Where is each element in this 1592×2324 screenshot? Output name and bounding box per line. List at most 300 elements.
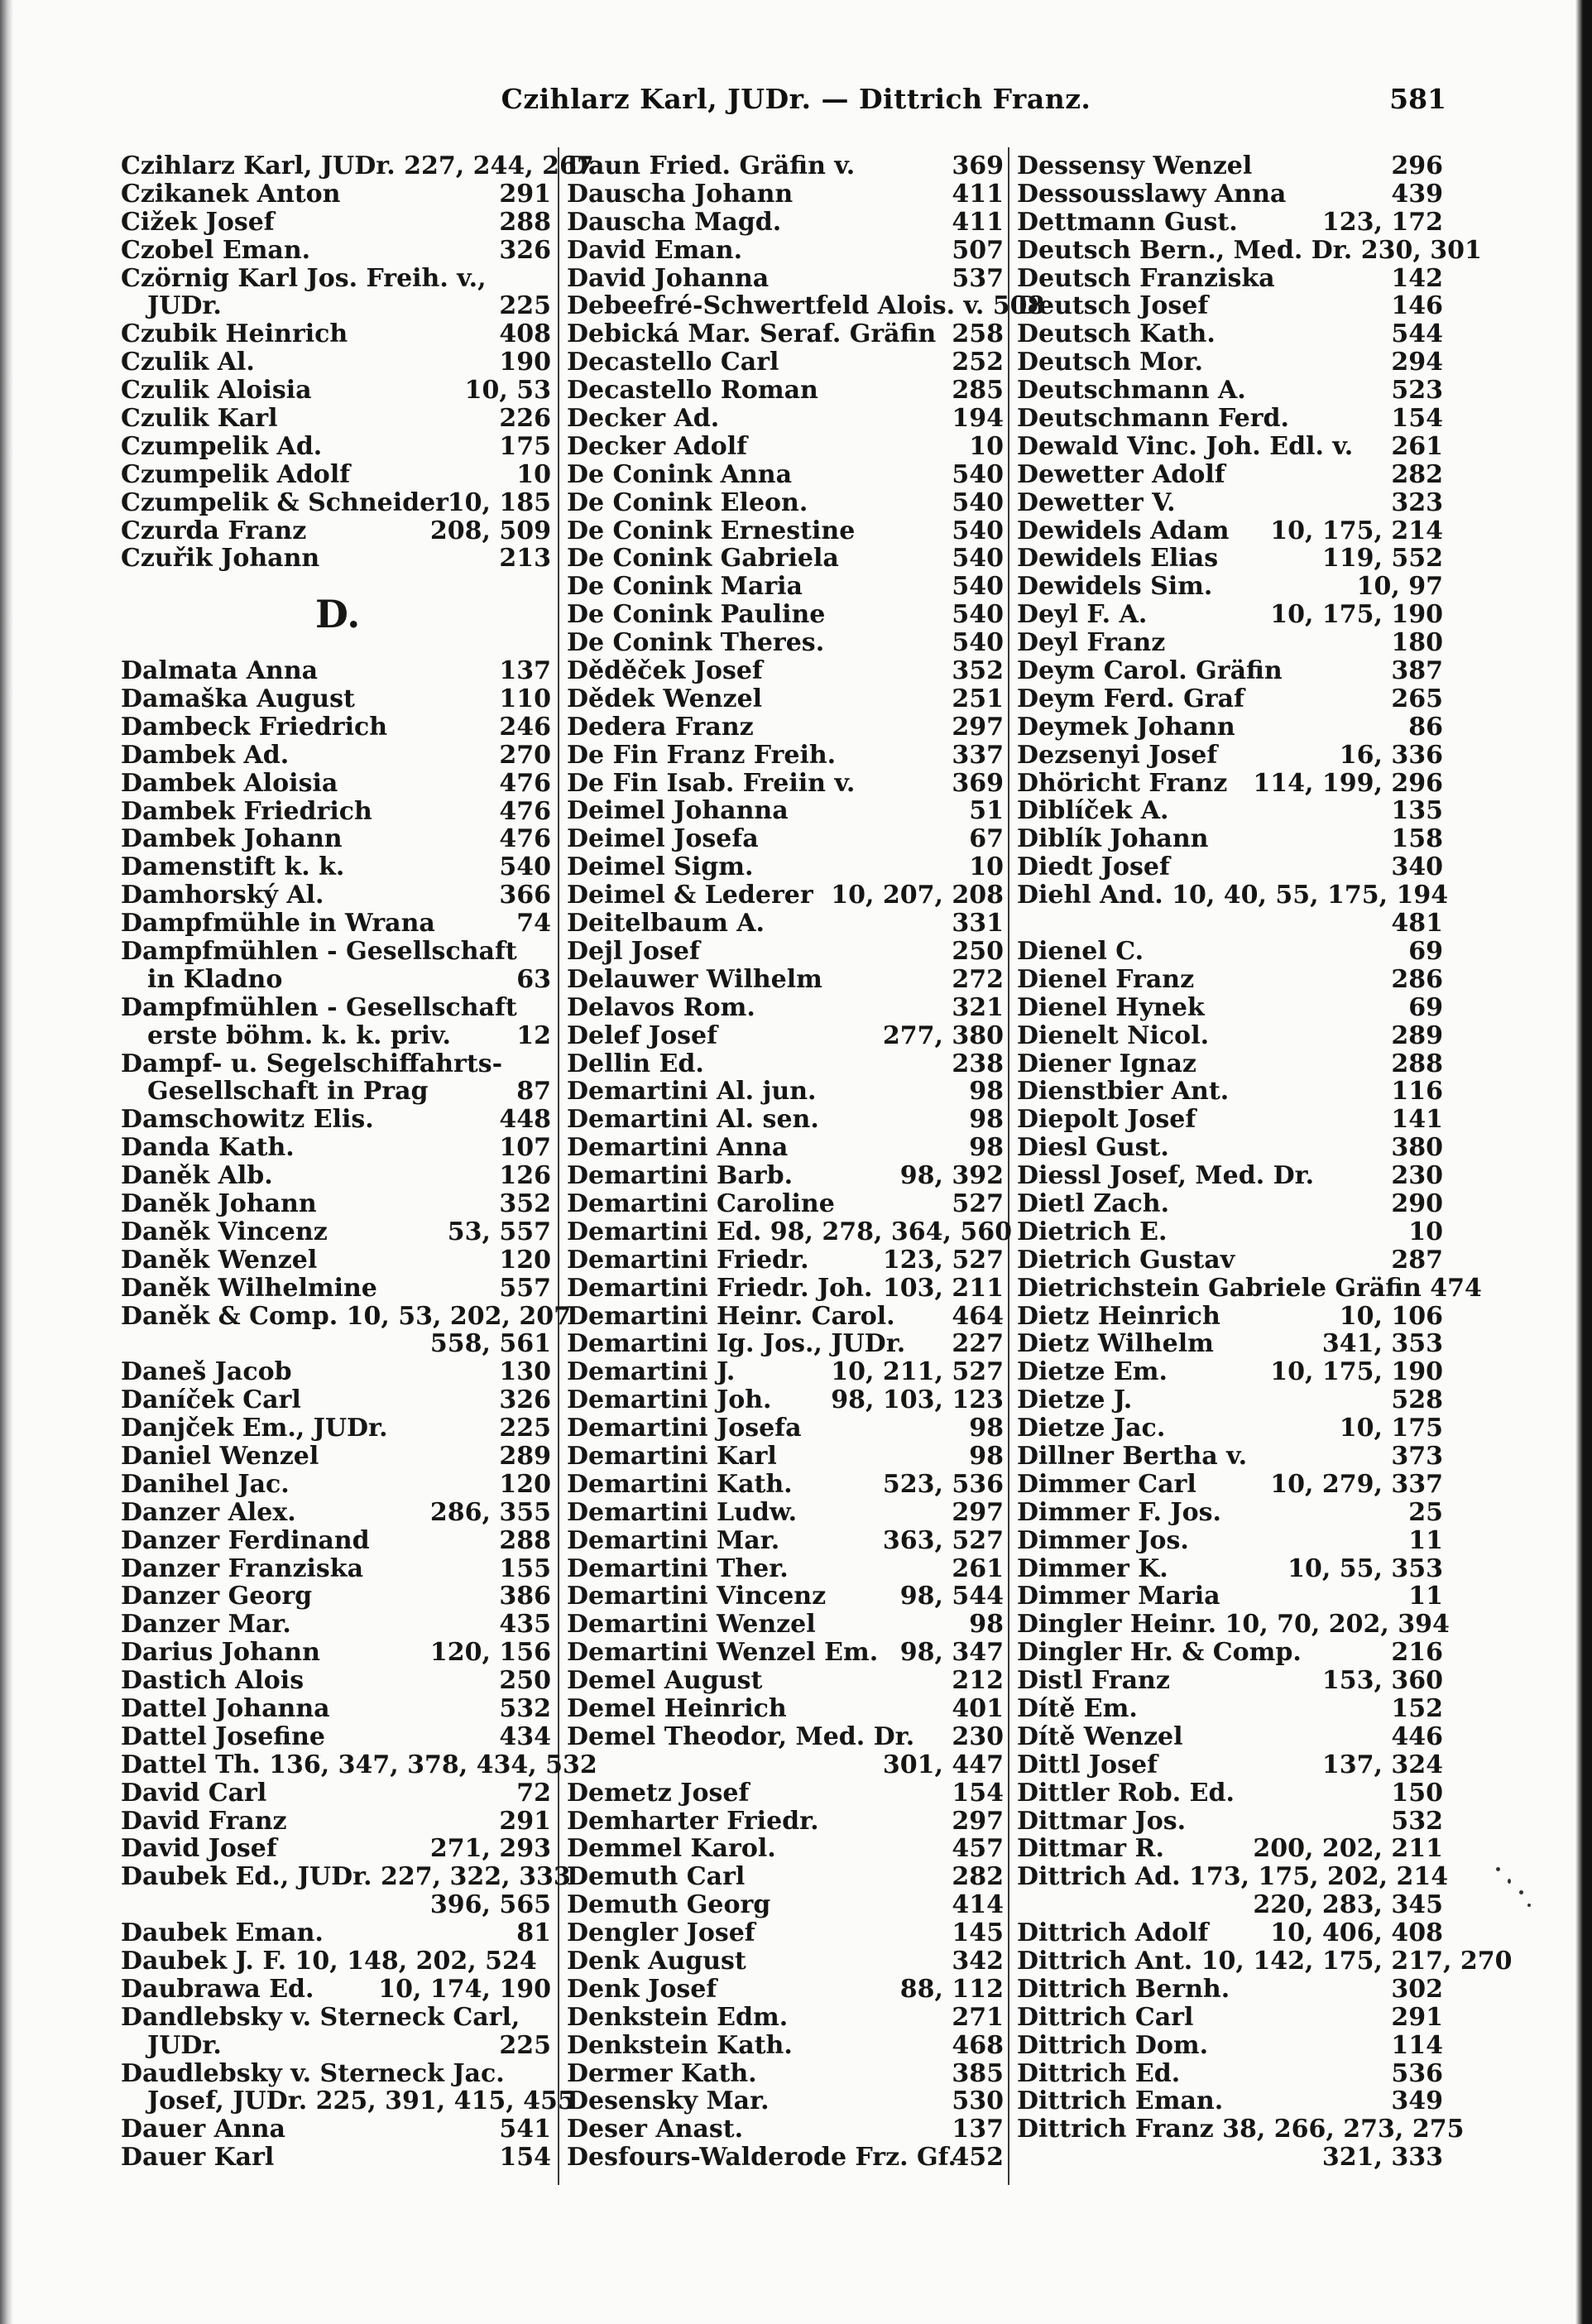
- entry-pages: 74: [516, 909, 551, 939]
- entry-name: Darius Johann: [121, 1638, 320, 1668]
- entry-name: Daněk Wenzel: [121, 1245, 318, 1275]
- entry-pages: 323: [1391, 487, 1443, 517]
- entry-name: Dietze Em.: [1017, 1357, 1168, 1387]
- entry-pages: 10, 175, 214: [1270, 516, 1443, 545]
- entry-name: JUDr.: [147, 2030, 222, 2060]
- directory-entry: [121, 1891, 551, 1919]
- directory-entry: [121, 1301, 572, 1331]
- entry-pages: 120, 156: [429, 1638, 551, 1668]
- entry-name: Dewidels Adam: [1017, 516, 1230, 545]
- entry-name: De Conink Theres.: [567, 628, 825, 658]
- entry-name: Demel August: [567, 1666, 763, 1696]
- entry-name: Czikanek Anton: [121, 179, 341, 209]
- entry-name: Denkstein Edm.: [567, 2002, 789, 2032]
- entry-pages: 476: [499, 796, 551, 826]
- entry-name: Desfours-Walderode Frz. Gf.: [567, 2143, 957, 2173]
- directory-entry: [121, 1330, 551, 1358]
- directory-entry: [1017, 2060, 1443, 2088]
- entry-name: Denk Josef: [567, 1974, 717, 2004]
- entry-pages: 120: [499, 1469, 551, 1499]
- entry-name: Danzer Franziska: [121, 1553, 364, 1583]
- entry-name: Diehl And. 10, 40, 55, 175, 194: [1017, 881, 1449, 910]
- entry-name: Dědek Wenzel: [567, 684, 763, 713]
- entry-name: Decastello Roman: [567, 376, 818, 406]
- entry-name: Dampf- u. Segelschiffahrts-: [121, 1049, 503, 1078]
- directory-entry: [1017, 489, 1443, 517]
- entry-name: Dambek Johann: [121, 824, 343, 854]
- entry-pages: 387: [1391, 656, 1443, 686]
- entry-pages: 540: [952, 572, 1004, 602]
- entry-pages: 116: [1391, 1077, 1443, 1107]
- entry-name: David Carl: [121, 1778, 267, 1808]
- entry-pages: 137: [952, 2115, 1004, 2144]
- directory-entry: [121, 938, 551, 966]
- entry-name: JUDr.: [147, 291, 222, 321]
- directory-entry: [121, 1527, 551, 1555]
- directory-entry: [567, 2115, 1004, 2144]
- entry-pages: 153, 360: [1321, 1666, 1443, 1696]
- entry-pages: 270: [499, 740, 551, 770]
- entry-name: Daniel Wenzel: [121, 1441, 319, 1471]
- directory-entry: [1017, 405, 1443, 433]
- entry-name: Denk August: [567, 1947, 746, 1976]
- directory-entry: [1017, 1273, 1482, 1303]
- directory-entry: [121, 151, 594, 180]
- entry-pages: 540: [952, 600, 1004, 630]
- directory-entry: [567, 853, 1004, 881]
- entry-name: Dambek Aloisia: [121, 768, 338, 798]
- directory-entry: [567, 1050, 1004, 1078]
- entry-name: Deser Anast.: [567, 2115, 744, 2144]
- entry-name: Damenstift k. k.: [121, 852, 345, 882]
- directory-entry: [1017, 1808, 1443, 1836]
- directory-entry: [1017, 1751, 1443, 1779]
- entry-pages: 476: [499, 768, 551, 798]
- directory-entry: [567, 1667, 1004, 1695]
- entry-name: Dewetter V.: [1017, 487, 1176, 517]
- directory-entry: [121, 2144, 551, 2172]
- entry-pages: 53, 557: [447, 1217, 551, 1246]
- entry-pages: 540: [499, 852, 551, 882]
- column-rule: [1008, 147, 1009, 2185]
- entry-name: Demartini Vincenz: [567, 1582, 827, 1611]
- directory-entry: [567, 1582, 1004, 1611]
- entry-pages: 527: [952, 1188, 1004, 1218]
- entry-name: Dettmann Gust.: [1017, 207, 1238, 237]
- entry-pages: 337: [952, 740, 1004, 770]
- entry-name: Dittrich Franz 38, 266, 273, 275: [1017, 2115, 1465, 2144]
- entry-pages: 540: [952, 544, 1004, 574]
- directory-entry: [121, 489, 551, 517]
- directory-entry: [1017, 517, 1443, 545]
- directory-entry: [1017, 235, 1482, 265]
- directory-entry: [1017, 1414, 1443, 1443]
- section-heading: [121, 573, 551, 657]
- directory-entry: [121, 1779, 551, 1808]
- entry-pages: 540: [952, 459, 1004, 489]
- entry-name: De Fin Franz Freih.: [567, 740, 837, 770]
- scan-speck: [1519, 1890, 1523, 1894]
- entry-name: Dietz Wilhelm: [1017, 1329, 1214, 1359]
- entry-pages: 321: [952, 992, 1004, 1022]
- entry-pages: 349: [1391, 2086, 1443, 2116]
- entry-pages: 98: [969, 1105, 1004, 1135]
- entry-pages: 532: [499, 1694, 551, 1723]
- entry-name: Diessl Josef, Med. Dr.: [1017, 1161, 1315, 1191]
- entry-name: Distl Franz: [1017, 1666, 1170, 1696]
- directory-entry: [567, 770, 1004, 798]
- entry-pages: 297: [952, 1497, 1004, 1527]
- directory-entry: [567, 1386, 1004, 1414]
- entry-pages: 180: [1391, 628, 1443, 658]
- entry-name: Dimmer F. Jos.: [1017, 1497, 1221, 1527]
- entry-pages: 110: [499, 684, 551, 713]
- entry-pages: 291: [1391, 2002, 1443, 2032]
- directory-entry: [567, 1358, 1004, 1386]
- directory-entry: [121, 1947, 551, 1976]
- entry-pages: 250: [952, 936, 1004, 966]
- entry-name: Demetz Josef: [567, 1778, 750, 1808]
- directory-entry: [1017, 545, 1443, 573]
- entry-name: Daněk Vincenz: [121, 1217, 328, 1246]
- directory-entry: [121, 461, 551, 489]
- directory-entry: [1017, 994, 1443, 1022]
- entry-name: Dittmar Jos.: [1017, 1806, 1187, 1836]
- entry-name: Deimel & Lederer: [567, 881, 813, 910]
- directory-entry: [567, 545, 1004, 573]
- entry-name: De Conink Eleon.: [567, 487, 808, 517]
- entry-name: Diblíček A.: [1017, 796, 1169, 826]
- entry-pages: 11: [1408, 1582, 1443, 1611]
- entry-pages: 277, 380: [882, 1020, 1004, 1050]
- directory-entry: [567, 573, 1004, 601]
- entry-pages: 448: [499, 1105, 551, 1135]
- entry-name: Demartini Kath.: [567, 1469, 793, 1499]
- directory-entry: [567, 348, 1004, 377]
- entry-name: Demartini Anna: [567, 1133, 789, 1163]
- entry-name: Deymek Johann: [1017, 712, 1235, 742]
- directory-entry: [567, 152, 1004, 180]
- entry-name: Dittrich Carl: [1017, 2002, 1194, 2032]
- directory-entry: [567, 1134, 1004, 1162]
- entry-name: Demartini Caroline: [567, 1188, 835, 1218]
- entry-name: Dietze Jac.: [1017, 1414, 1166, 1443]
- entry-name: Demartini Josefa: [567, 1414, 802, 1443]
- directory-entry: [567, 1414, 1004, 1443]
- entry-name: Dittrich Bernh.: [1017, 1974, 1230, 2004]
- entry-name: Dezsenyi Josef: [1017, 740, 1218, 770]
- entry-name: Demartini Friedr. Joh.: [567, 1273, 873, 1303]
- directory-entry: [121, 1750, 597, 1779]
- entry-pages: 154: [499, 2143, 551, 2173]
- directory-entry: [567, 881, 1004, 910]
- directory-entry: [121, 292, 551, 320]
- directory-entry: [121, 1555, 551, 1583]
- entry-name: Deyl F. A.: [1017, 600, 1148, 630]
- entry-pages: 114: [1391, 2030, 1443, 2060]
- entry-pages: 10, 211, 527: [831, 1357, 1004, 1387]
- entry-name: Gesellschaft in Prag: [147, 1077, 429, 1107]
- entry-name: Josef, JUDr. 225, 391, 415, 455: [147, 2086, 575, 2116]
- directory-entry: [121, 1134, 551, 1162]
- directory-entry: [1017, 377, 1443, 405]
- directory-entry: [1017, 1779, 1443, 1808]
- entry-name: Demartini Ig. Jos., JUDr.: [567, 1329, 906, 1359]
- directory-entry: [121, 1611, 551, 1639]
- page-number: 581: [1389, 83, 1446, 115]
- directory-entry: [1017, 629, 1443, 657]
- directory-entry: [121, 1246, 551, 1275]
- directory-entry: [1017, 1891, 1443, 1919]
- entry-name: Decker Ad.: [567, 404, 720, 434]
- entry-pages: 98: [969, 1610, 1004, 1640]
- directory-entry: [1017, 573, 1443, 601]
- directory-entry: [121, 180, 551, 209]
- entry-name: Dimmer Carl: [1017, 1469, 1196, 1499]
- directory-entry: [121, 265, 551, 293]
- entry-pages: 120: [499, 1245, 551, 1275]
- entry-pages: 98: [969, 1133, 1004, 1163]
- entry-name: Demartini Mar.: [567, 1525, 780, 1555]
- directory-entry: [567, 265, 1004, 293]
- entry-name: Demartini Joh.: [567, 1385, 772, 1415]
- entry-name: erste böhm. k. k. priv.: [147, 1020, 451, 1050]
- entry-pages: 10, 406, 408: [1270, 1918, 1443, 1948]
- entry-name: Dimmer Maria: [1017, 1582, 1220, 1611]
- entry-pages: 408: [499, 319, 551, 349]
- directory-entry: [567, 433, 1004, 461]
- entry-pages: 464: [952, 1301, 1004, 1331]
- entry-name: Cižek Josef: [121, 207, 275, 237]
- entry-name: De Conink Maria: [567, 572, 803, 602]
- directory-entry: [567, 657, 1004, 685]
- directory-entry: [567, 994, 1004, 1022]
- entry-name: Demartini Barb.: [567, 1161, 794, 1191]
- entry-pages: 540: [952, 628, 1004, 658]
- directory-entry: [1017, 2144, 1443, 2172]
- entry-pages: 321, 333: [1321, 2143, 1443, 2173]
- directory-entry: [121, 1386, 551, 1414]
- entry-name: De Conink Ernestine: [567, 516, 856, 545]
- entry-pages: 411: [952, 207, 1004, 237]
- entry-pages: 10, 279, 337: [1270, 1469, 1443, 1499]
- entry-pages: 352: [952, 656, 1004, 686]
- entry-name: Deutschmann A.: [1017, 376, 1246, 406]
- entry-pages: 137, 324: [1321, 1750, 1443, 1779]
- entry-pages: 175: [499, 431, 551, 461]
- directory-entry: [1017, 1218, 1443, 1246]
- directory-entry: [567, 742, 1004, 770]
- directory-entry: [121, 1050, 551, 1078]
- entry-name: Demartini Ther.: [567, 1553, 789, 1583]
- scan-speck: [1508, 1879, 1511, 1884]
- entry-pages: 98: [969, 1414, 1004, 1443]
- directory-entry: [567, 1611, 1004, 1639]
- entry-name: Dittrich Dom.: [1017, 2030, 1209, 2060]
- entry-name: Danzer Mar.: [121, 1610, 291, 1640]
- entry-pages: 265: [1391, 684, 1443, 713]
- directory-entry: [1017, 825, 1443, 853]
- directory-entry: [1017, 1162, 1443, 1190]
- entry-name: Demuth Georg: [567, 1890, 771, 1920]
- entry-name: Czobel Eman.: [121, 235, 311, 265]
- directory-entry: [567, 1723, 1004, 1751]
- entry-name: Dietl Zach.: [1017, 1188, 1170, 1218]
- entry-pages: 114, 199, 296: [1253, 768, 1443, 798]
- directory-entry: [121, 853, 551, 881]
- entry-name: in Kladno: [147, 964, 283, 994]
- entry-name: Demartini Wenzel Em.: [567, 1638, 879, 1668]
- entry-pages: 154: [1391, 404, 1443, 434]
- directory-entry: [1017, 320, 1443, 348]
- entry-name: Deutsch Josef: [1017, 291, 1209, 321]
- entry-name: Dittrich Ed.: [1017, 2058, 1181, 2088]
- directory-entry: [1017, 966, 1443, 994]
- entry-name: Delavos Rom.: [567, 992, 755, 1022]
- directory-entry: [567, 601, 1004, 629]
- entry-pages: 288: [1391, 1049, 1443, 1078]
- entry-name: Dítě Em.: [1017, 1693, 1138, 1723]
- entry-pages: 532: [1391, 1806, 1443, 1836]
- directory-entry: [121, 685, 551, 713]
- directory-entry: [567, 2032, 1004, 2060]
- directory-entry: [567, 237, 1004, 265]
- directory-entry: [567, 1976, 1004, 2004]
- entry-name: Demartini J.: [567, 1357, 736, 1387]
- directory-entry: [567, 1527, 1004, 1555]
- entry-name: Deitelbaum A.: [567, 909, 765, 939]
- entry-pages: 155: [499, 1553, 551, 1583]
- entry-name: Demuth Carl: [567, 1862, 746, 1892]
- entry-name: Dejl Josef: [567, 936, 700, 966]
- entry-pages: 142: [1391, 263, 1443, 293]
- directory-entry: [1017, 1134, 1443, 1162]
- directory-entry: [1017, 2004, 1443, 2032]
- directory-entry: [567, 1443, 1004, 1471]
- entry-pages: 557: [499, 1273, 551, 1303]
- entry-name: Dingler Hr. & Comp.: [1017, 1638, 1302, 1668]
- directory-entry: [121, 545, 551, 573]
- directory-entry: [121, 1190, 551, 1218]
- entry-name: Debeefré-Schwertfeld Alois. v. 508: [567, 291, 1045, 321]
- directory-entry: [121, 1218, 551, 1246]
- directory-entry: [567, 1275, 1004, 1303]
- entry-pages: 137: [499, 656, 551, 686]
- directory-entry: [1017, 1022, 1443, 1050]
- entry-pages: 86: [1408, 712, 1443, 742]
- entry-name: Czulik Karl: [121, 404, 278, 434]
- directory-entry: [121, 2004, 551, 2032]
- entry-name: Daneš Jacob: [121, 1357, 292, 1387]
- entry-pages: 123, 172: [1321, 207, 1443, 237]
- entry-pages: 10, 175, 190: [1270, 600, 1443, 630]
- entry-name: Dietze J.: [1017, 1385, 1133, 1415]
- directory-entry: [1017, 1582, 1443, 1611]
- entry-pages: 468: [952, 2030, 1004, 2060]
- scan-speck: [1496, 1867, 1500, 1871]
- entry-name: Daněk Wilhelmine: [121, 1273, 377, 1303]
- entry-name: Czuřik Johann: [121, 544, 320, 574]
- directory-entry: [567, 1499, 1004, 1527]
- directory-entry: [567, 1835, 1004, 1863]
- entry-pages: 246: [499, 712, 551, 742]
- directory-entry: [567, 405, 1004, 433]
- entry-name: Desensky Mar.: [567, 2086, 770, 2116]
- entry-pages: 220, 283, 345: [1253, 1890, 1443, 1920]
- entry-pages: 10, 174, 190: [378, 1974, 551, 2004]
- entry-pages: 297: [952, 1806, 1004, 1836]
- entry-name: Dalmata Anna: [121, 656, 319, 686]
- scan-right-edge: [1575, 0, 1592, 2324]
- entry-name: Dastich Alois: [121, 1666, 304, 1696]
- directory-entry: [567, 1863, 1004, 1891]
- entry-pages: 10, 55, 353: [1288, 1553, 1443, 1583]
- directory-entry: [121, 1162, 551, 1190]
- directory-entry: [1017, 1610, 1450, 1640]
- directory-entry: [567, 938, 1004, 966]
- entry-pages: 154: [952, 1778, 1004, 1808]
- entry-name: Dampfmühlen - Gesellschaft: [121, 992, 517, 1022]
- directory-entry: [567, 1919, 1004, 1947]
- directory-entry: [567, 1695, 1004, 1723]
- directory-entry: [1017, 1050, 1443, 1078]
- entry-pages: 261: [952, 1553, 1004, 1583]
- entry-pages: 301, 447: [882, 1750, 1004, 1779]
- directory-entry: [1017, 685, 1443, 713]
- entry-pages: 208, 509: [429, 516, 551, 545]
- entry-pages: 342: [952, 1947, 1004, 1976]
- entry-pages: 352: [499, 1188, 551, 1218]
- entry-pages: 396, 565: [429, 1890, 551, 1920]
- directory-entry: [121, 237, 551, 265]
- entry-pages: 150: [1391, 1778, 1443, 1808]
- entry-pages: 212: [952, 1666, 1004, 1696]
- directory-entry: [567, 461, 1004, 489]
- directory-entry: [567, 1190, 1004, 1218]
- entry-name: Deyl Franz: [1017, 628, 1166, 658]
- entry-name: Demartini Heinr. Carol.: [567, 1301, 895, 1331]
- entry-name: Daněk & Comp. 10, 53, 202, 207: [121, 1301, 572, 1331]
- directory-entry: [1017, 1303, 1443, 1331]
- entry-name: David Josef: [121, 1834, 277, 1864]
- entry-name: Deutsch Kath.: [1017, 319, 1216, 349]
- entry-name: Demel Theodor, Med. Dr.: [567, 1721, 915, 1751]
- entry-pages: 69: [1408, 936, 1443, 966]
- entry-name: Dessousslawy Anna: [1017, 179, 1287, 209]
- entry-pages: 414: [952, 1890, 1004, 1920]
- entry-name: Deutsch Bern., Med. Dr. 230, 301: [1017, 235, 1482, 265]
- entry-name: Dambeck Friedrich: [121, 712, 388, 742]
- entry-name: Damaška August: [121, 684, 355, 713]
- scan-left-shadow: [0, 0, 13, 2324]
- directory-entry: [567, 1330, 1004, 1358]
- directory-entry: [121, 1695, 551, 1723]
- entry-pages: 258: [952, 319, 1004, 349]
- entry-pages: 558, 561: [429, 1329, 551, 1359]
- entry-name: Dietrichstein Gabriele Gräfin 474: [1017, 1273, 1482, 1303]
- directory-entry: [121, 1106, 551, 1134]
- entry-pages: 288: [499, 207, 551, 237]
- entry-pages: 10: [969, 852, 1004, 882]
- entry-pages: 88, 112: [899, 1974, 1004, 2004]
- entry-name: Dittl Josef: [1017, 1750, 1158, 1779]
- entry-name: Deym Carol. Gräfin: [1017, 656, 1283, 686]
- directory-entry: [567, 1078, 1004, 1106]
- entry-pages: 481: [1391, 909, 1443, 939]
- directory-entry: [567, 1217, 1013, 1246]
- entry-pages: 230: [952, 1721, 1004, 1751]
- entry-name: Diedt Josef: [1017, 852, 1170, 882]
